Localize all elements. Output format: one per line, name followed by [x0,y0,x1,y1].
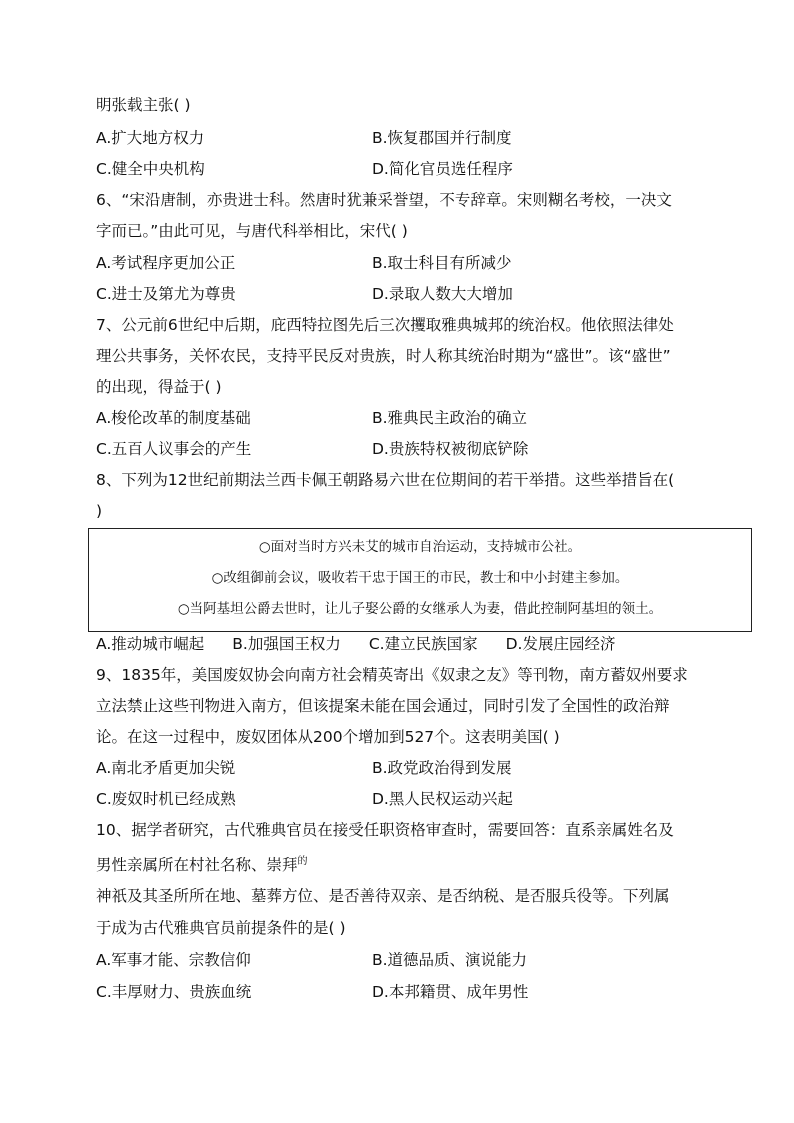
q10-stem-line-1: 10、据学者研究，古代雅典官员在接受任职资格审查时，需要回答：直系亲属姓名及 [96,821,674,839]
q10-stem-line-4: 于成为古代雅典官员前提条件的是( ) [96,919,346,937]
q7-option-c: C.五百人议事会的产生 [96,440,252,458]
q8-option-c: C.建立民族国家 [368,635,478,653]
q8-option-d: D.发展庄园经济 [505,635,616,653]
q8-stem-line-2: ) [96,502,103,520]
q10-option-a: A.军事才能、宗教信仰 [96,951,251,969]
q9-option-b: B.政党政治得到发展 [372,759,512,777]
q9-option-c: C.废奴时机已经成熟 [96,790,236,808]
q5-option-d: D.简化官员选任程序 [372,160,513,178]
q5-option-a: A.扩大地方权力 [96,129,205,147]
q5-option-c: C.健全中央机构 [96,160,205,178]
q9-stem-line-3: 论。在这一过程中，废奴团体从200个增加到527个。这表明美国( ) [96,728,560,746]
q7-option-a: A.梭伦改革的制度基础 [96,409,251,427]
q6-option-b: B.取士科目有所减少 [372,254,512,272]
q7-stem-line-2: 理公共事务，关怀农民，支持平民反对贵族，时人称其统治时期为“盛世”。该“盛世” [96,347,671,365]
q8-material-line-1: ○面对当时方兴未艾的城市自治运动，支持城市公社。 [258,539,582,555]
q6-stem-line-1: 6、“宋沿唐制，亦贵进士科。然唐时犹兼采誉望，不专辞章。宋则糊名考校，一决文 [96,191,672,209]
q10-option-b: B.道德品质、演说能力 [372,951,528,969]
q6-stem-line-2: 字而已。”由此可见，与唐代科举相比，宋代( ) [96,222,408,240]
q9-stem-line-2: 立法禁止这些刊物进入南方，但该提案未能在国会通过，同时引发了全国性的政治辩 [96,697,670,715]
q8-material-box [88,528,752,632]
q9-option-a: A.南北矛盾更加尖锐 [96,759,236,777]
q5-stem-tail: 明张载主张( ) [96,96,191,114]
q5-option-b: B.恢复郡国并行制度 [372,129,512,147]
q10-option-d: D.本邦籍贯、成年男性 [372,983,529,1001]
q8-options-row [96,634,615,654]
q7-option-d: D.贵族特权被彻底铲除 [372,440,529,458]
q8-option-a: A.推动城市崛起 [96,635,205,653]
q10-stem-line-3: 神祇及其圣所所在地、墓葬方位、是否善待双亲、是否纳税、是否服兵役等。下列属 [96,887,670,905]
q8-material-line-3: ○当阿基坦公爵去世时，让儿子娶公爵的女继承人为妻，借此控制阿基坦的领土。 [177,601,663,617]
q9-option-d: D.黑人民权运动兴起 [372,790,513,808]
q8-stem-line-1: 8、下列为12世纪前期法兰西卡佩王朝路易六世在位期间的若干举措。这些举措旨在( [96,471,675,489]
q10-stem-line-2-text: 男性亲属所在村社名称、崇拜 [96,856,298,875]
q10-option-c: C.丰厚财力、贵族血统 [96,983,252,1001]
q7-stem-line-3: 的出现，得益于( ) [96,378,222,396]
q6-option-c: C.进士及第尤为尊贵 [96,285,236,303]
q6-option-d: D.录取人数大大增加 [372,285,513,303]
q6-option-a: A.考试程序更加公正 [96,254,236,272]
q10-stem-line-2-mark: 的 [297,856,308,867]
q7-option-b: B.雅典民主政治的确立 [372,409,528,427]
q9-stem-line-1: 9、1835年，美国废奴协会向南方社会精英寄出《奴隶之友》等刊物，南方蓄奴州要求 [96,666,688,684]
q8-option-b: B.加强国王权力 [232,635,341,653]
q8-material-line-2: ○改组御前会议，吸收若干忠于国王的市民，教士和中小封建主参加。 [211,570,629,586]
q10-stem-line-2 [96,852,308,875]
q7-stem-line-1: 7、公元前6世纪中后期，庇西特拉图先后三次攫取雅典城邦的统治权。他依照法律处 [96,316,674,334]
